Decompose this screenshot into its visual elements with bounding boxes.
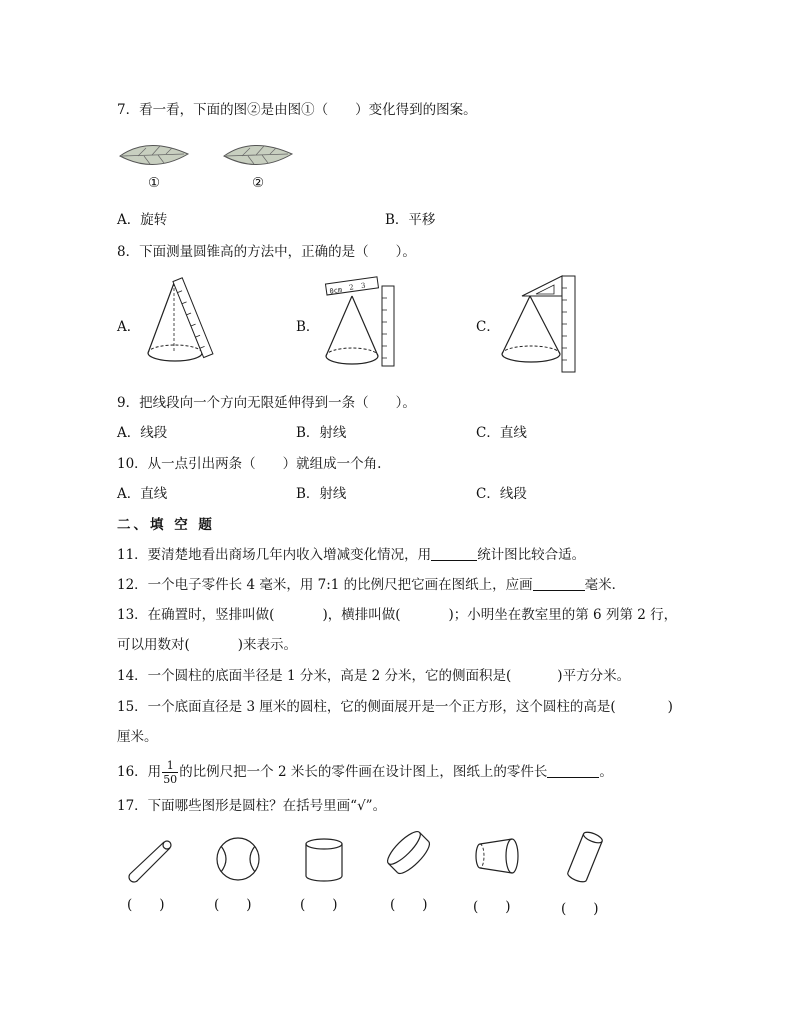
q14-after: )平方分米。 [557, 668, 631, 684]
q12-before: 12．一个电子零件长 4 毫米，用 7:1 的比例尺把它画在图纸上，应画 [117, 577, 533, 593]
q17-answer-bracket-2[interactable]: ( ) [214, 897, 252, 913]
fraction-denominator: 50 [163, 773, 178, 786]
ruler-top-tick: 2 [348, 283, 355, 292]
q12-after: 毫米． [584, 577, 626, 593]
q12-answer-blank[interactable] [533, 576, 585, 591]
q7-text: 7．看一看，下面的图②是由图①（ ）变化得到的图案。 [117, 102, 477, 118]
q9-text: 9．把线段向一个方向无限延伸得到一条（ ）。 [117, 395, 416, 411]
section-title: 二、填 空 题 [117, 517, 215, 533]
figure-label-1: ① [148, 175, 161, 191]
q9-option-c[interactable]: C．直线 [476, 425, 527, 441]
q8-option-b[interactable]: B． [296, 319, 320, 335]
q8-option-c[interactable]: C． [476, 319, 500, 335]
q16-text [117, 757, 613, 787]
ruler-top-label: 0cm [328, 285, 343, 296]
q16-middle: 的比例尺把一个 2 米长的零件画在设计图上，图纸上的零件长 [179, 764, 548, 780]
cylinder-shape [302, 836, 348, 886]
q17-answer-bracket-3[interactable]: ( ) [300, 897, 338, 913]
leaf-figure-1 [118, 140, 190, 172]
q10-option-a[interactable]: A．直线 [117, 486, 168, 502]
q17-answer-bracket-6[interactable]: ( ) [561, 901, 599, 917]
q16-after: 。 [599, 764, 613, 780]
cone-figure-c [496, 272, 586, 376]
figure-label-2: ② [252, 175, 265, 191]
q12-text [117, 576, 625, 594]
q13-line2a: 可以用数对( [117, 637, 190, 653]
q17-text: 17．下面哪些图形是圆柱？在括号里画“√”。 [117, 798, 387, 814]
q17-answer-bracket-4[interactable]: ( ) [390, 897, 428, 913]
q16-answer-blank[interactable] [547, 763, 599, 778]
q7-option-a[interactable]: A．旋转 [117, 212, 168, 228]
q11-text [117, 546, 585, 564]
q7-option-b[interactable]: B．平移 [385, 212, 436, 228]
q13-line1 [117, 606, 677, 624]
q13-part2: )，横排叫做( [322, 607, 401, 623]
q13-part1: 13．在确置时，竖排叫做( [117, 607, 275, 623]
q8-text: 8．下面测量圆锥高的方法中，正确的是（ ）。 [117, 244, 416, 260]
rod-shape [126, 838, 176, 884]
q11-before: 11．要清楚地看出商场几年内收入增减变化情况，用 [117, 547, 432, 563]
q11-answer-blank[interactable] [431, 546, 477, 561]
q15-text [117, 698, 673, 716]
tilted-cylinder-shape [560, 828, 610, 886]
q10-option-b[interactable]: B．射线 [296, 486, 347, 502]
q15-before: 15．一个底面直径是 3 厘米的圆柱，它的侧面展开是一个正方形，这个圆柱的高是( [117, 699, 616, 715]
q13-line2 [117, 636, 297, 654]
q8-option-a[interactable]: A． [117, 319, 141, 335]
q16-fraction [162, 759, 178, 786]
ball-shape [213, 834, 263, 884]
q10-text: 10．从一点引出两条（ ）就组成一个角. [117, 456, 382, 472]
cone-figure-a [140, 275, 230, 375]
fraction-numerator: 1 [162, 759, 178, 773]
q10-option-c[interactable]: C．线段 [476, 486, 527, 502]
q14-text [117, 667, 630, 685]
leaf-figure-2 [222, 140, 294, 172]
q15-after: ) [667, 699, 673, 715]
frustum-shape [472, 832, 526, 884]
disc-shape [384, 828, 438, 882]
cone-figure-b [322, 278, 412, 378]
q17-answer-bracket-5[interactable]: ( ) [473, 899, 511, 915]
q9-option-a[interactable]: A．线段 [117, 425, 168, 441]
q16-before: 16．用 [117, 764, 162, 780]
q13-line2b: )来表示。 [237, 637, 298, 653]
q9-option-b[interactable]: B．射线 [296, 425, 347, 441]
q13-part3: )；小明坐在教室里的第 6 列第 2 行， [448, 607, 678, 623]
q11-after: 统计图比较合适。 [477, 547, 586, 563]
q15-line2: 厘米。 [117, 729, 158, 745]
q14-before: 14．一个圆柱的底面半径是 1 分米，高是 2 分米，它的侧面积是( [117, 668, 512, 684]
ruler-top-tick: 3 [360, 281, 367, 291]
q17-answer-bracket-1[interactable]: ( ) [127, 897, 165, 913]
